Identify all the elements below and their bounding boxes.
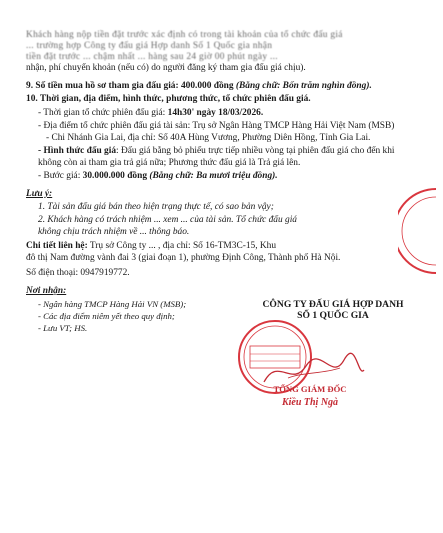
- note-1: 1. Tài sản đấu giá bán theo hiện trạng thực tế, có sao bản vậy;: [38, 202, 274, 212]
- notes-title: Lưu ý:: [26, 189, 53, 199]
- blurred-line-1: Khách hàng nộp tiền đặt trước xác định có trong tài khoản của tổ chức đấu giá: [26, 30, 343, 40]
- signer-name: Kiều Thị Ngà: [281, 397, 339, 408]
- recipient-2: - Các địa điểm niêm yết theo quy định;: [38, 311, 175, 321]
- phone-line: Số điện thoại: 0947919772.: [26, 268, 130, 278]
- contact-text: Trụ sở Công ty ... , địa chỉ: Số 16-TM3C-15, Khu: [87, 241, 277, 251]
- recipient-1: - Ngân hàng TMCP Hàng Hải VN (MSB);: [38, 299, 187, 309]
- place-line-2: - Chi Nhánh Gia Lai, địa chỉ: Số 40A Hùng Vương, Phường Diên Hồng, Tỉnh Gia Lai.: [46, 133, 371, 143]
- page-edge-stamp: [398, 185, 438, 277]
- blurred-line-3: tiền đặt trước ... chậm nhất ... hàng sau 24 giờ 00 phút ngày ...: [26, 52, 278, 62]
- time-label: - Thời gian tổ chức phiên đấu giá:: [38, 108, 168, 118]
- blurred-line-2: ... trường hợp Công ty đấu giá Hợp danh Số 1 Quốc gia nhận: [26, 41, 273, 51]
- step-value: 30.000.000 đồng: [82, 171, 148, 181]
- form-line: [38, 146, 429, 157]
- recipient-3: - Lưu VT; HS.: [38, 323, 88, 333]
- item-10: 10. Thời gian, địa điểm, hình thức, phương thức, tổ chức phiên đấu giá.: [26, 94, 311, 104]
- recipients-title: Nơi nhận:: [26, 286, 67, 296]
- contact-line: [26, 241, 429, 252]
- time-value: 14h30' ngày 18/03/2026.: [167, 108, 264, 118]
- note-2: 2. Khách hàng có trách nhiệm ... xem ... của tài sản. Tổ chức đấu giá: [38, 215, 297, 225]
- form-line-2: không còn ai tham gia trả giá nữa; Phương thức đấu giá là Trả giá lên.: [38, 158, 301, 168]
- text-line: nhận, phí chuyển khoản (nếu có) do người đăng ký tham gia đấu giá chịu).: [26, 63, 306, 73]
- step-label: - Bước giá:: [38, 171, 83, 181]
- company-line-1: CÔNG TY ĐẤU GIÁ HỢP DANH: [262, 299, 404, 310]
- step-line: [38, 171, 429, 182]
- place-line-1: - Địa điểm tổ chức phiên đấu giá tài sản: Trụ sở Ngân Hàng TMCP Hàng Hải Việt Nam (MSB): [38, 121, 395, 131]
- form-text: : Đấu giá bằng bỏ phiếu trực tiếp nhiều vòng tại phiên đấu giá cho đến khi: [116, 146, 395, 156]
- item-9: [26, 81, 429, 92]
- item-9-text: 9. Số tiền mua hồ sơ tham gia đấu giá: 400.000 đồng: [26, 81, 234, 91]
- form-label: - Hình thức đấu giá: [38, 146, 117, 156]
- time-line: [38, 108, 429, 119]
- contact-line-2: đô thị Nam đường vành đai 3 (giai đoạn 1), phường Định Công, Thành phố Hà Nội.: [26, 253, 341, 263]
- note-2b: không chịu trách nhiệm về ... thông báo.: [38, 227, 190, 237]
- item-9-note: (Bằng chữ: Bốn trăm nghìn đồng).: [235, 81, 372, 91]
- step-note: (Bằng chữ: Ba mươi triệu đồng).: [147, 171, 278, 181]
- signer-title: TỔNG GIÁM ĐỐC: [273, 384, 347, 394]
- contact-label: Chi tiết liên hệ:: [26, 241, 88, 251]
- company-line-2: SỐ 1 QUỐC GIA: [297, 310, 369, 321]
